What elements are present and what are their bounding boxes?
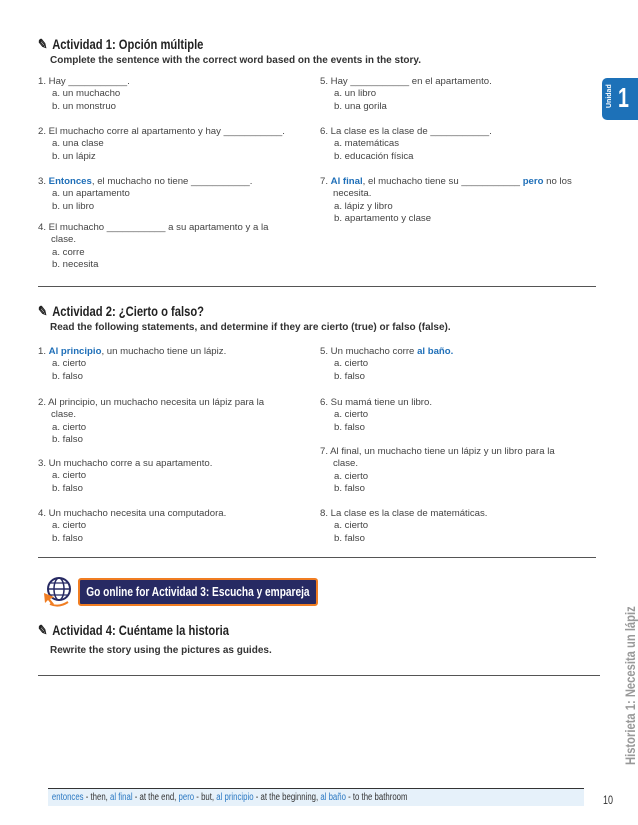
answer-option[interactable]: a. un muchacho (52, 88, 121, 100)
question-segment: 3. (38, 176, 49, 187)
question-segment: 1. (38, 346, 49, 357)
activity3-banner-label: Go online for Actividad 3: Escucha y empareja (86, 584, 310, 599)
question-segment: clase. (333, 458, 359, 470)
glossary-definition: - then, (83, 792, 111, 803)
answer-option[interactable]: b. educación física (334, 150, 414, 162)
highlighted-term: Al final (330, 176, 363, 187)
pencil-icon: ✎ (38, 303, 48, 319)
unit-number: 1 (618, 82, 629, 113)
answer-option[interactable]: b. un lápiz (52, 150, 96, 162)
activity4-title (38, 622, 229, 639)
question-item (320, 346, 453, 383)
question-item (38, 346, 226, 383)
question-segment: 4. Un muchacho necesita una computadora. (38, 508, 227, 519)
activity3-online-banner[interactable] (78, 578, 318, 606)
question-text (320, 346, 453, 358)
question-text (320, 76, 492, 88)
question-segment: 7. Al final, un muchacho tiene un lápiz y un libro para la (320, 446, 555, 457)
question-text (38, 176, 252, 188)
glossary-term: pero (178, 792, 195, 803)
question-item (38, 222, 268, 272)
question-text (38, 409, 264, 421)
question-segment: 6. La clase es la clase de ___________. (320, 126, 492, 137)
answer-option[interactable]: b. falso (334, 532, 365, 544)
question-item (320, 176, 572, 226)
question-item (320, 76, 492, 113)
answer-option[interactable]: b. falso (334, 370, 365, 382)
activity2-title (38, 303, 204, 320)
activity2-title-text: Actividad 2: ¿Cierto o falso? (52, 303, 205, 319)
answer-option[interactable]: a. una clase (52, 138, 104, 150)
question-text (320, 176, 572, 188)
answer-option[interactable]: a. cierto (334, 409, 369, 421)
question-item (38, 126, 285, 163)
answer-option[interactable]: b. falso (52, 434, 83, 446)
question-text (320, 188, 572, 200)
question-segment: 4. El muchacho ___________ a su apartamento y a la (38, 222, 269, 233)
pencil-icon: ✎ (38, 622, 48, 638)
globe-cursor-icon[interactable] (40, 573, 74, 607)
question-segment: necesita. (333, 188, 372, 200)
question-segment: 6. Su mamá tiene un libro. (320, 397, 432, 408)
question-segment: no los (543, 176, 572, 187)
question-segment: clase. (51, 234, 77, 246)
question-item (320, 126, 492, 163)
answer-option[interactable]: a. matemáticas (334, 138, 400, 150)
question-item (38, 176, 252, 213)
answer-option[interactable]: b. falso (334, 483, 365, 495)
answer-option[interactable]: a. un libro (334, 88, 377, 100)
question-text (38, 126, 285, 138)
question-text (38, 76, 130, 88)
question-text (320, 458, 555, 470)
answer-option[interactable]: b. falso (52, 532, 83, 544)
divider (38, 286, 596, 287)
question-segment: 2. El muchacho corre al apartamento y hay ___________. (38, 126, 285, 137)
answer-option[interactable]: b. apartamento y clase (334, 213, 432, 225)
answer-option[interactable]: b. una gorila (334, 100, 387, 112)
activity1-title (38, 36, 203, 53)
question-segment: 5. Un muchacho corre (320, 346, 418, 357)
answer-option[interactable]: a. cierto (52, 470, 87, 482)
question-item (320, 508, 487, 545)
activity2-instruction: Read the following statements, and determine if they are cierto (true) or falso (false). (50, 322, 451, 333)
question-text (320, 446, 555, 458)
glossary-definition: - at the beginning, (253, 792, 321, 803)
glossary-definition: - to the bathroom (345, 792, 408, 803)
answer-option[interactable]: a. cierto (334, 520, 369, 532)
answer-option[interactable]: b. un monstruo (52, 100, 116, 112)
answer-option[interactable]: a. corre (52, 246, 85, 258)
glossary-term: al principio (216, 792, 254, 803)
question-text (38, 234, 268, 246)
side-title-text: Historieta 1: Necesita un lápiz (622, 606, 638, 765)
question-segment: clase. (51, 409, 77, 421)
unit-label: Unidad (606, 84, 613, 108)
glossary-term: al final (110, 792, 133, 803)
glossary-bar (48, 788, 584, 806)
page-number: 10 (603, 793, 614, 807)
question-text (38, 222, 268, 234)
question-item (320, 446, 555, 496)
writing-line[interactable] (38, 675, 600, 676)
answer-option[interactable]: b. falso (52, 482, 83, 494)
question-text (38, 508, 226, 520)
pencil-icon: ✎ (38, 36, 48, 52)
divider (38, 557, 596, 558)
question-segment: , un muchacho tiene un lápiz. (101, 346, 227, 357)
answer-option[interactable]: b. necesita (52, 259, 99, 271)
answer-option[interactable]: b. falso (334, 421, 365, 433)
question-segment: 2. Al principio, un muchacho necesita un lápiz para la (38, 397, 265, 408)
side-title (622, 567, 638, 765)
answer-option[interactable]: a. cierto (334, 470, 369, 482)
question-segment: , el muchacho no tiene ___________. (91, 176, 253, 187)
question-segment: 3. Un muchacho corre a su apartamento. (38, 458, 213, 469)
glossary-definition: - but, (194, 792, 217, 803)
glossary-definition: - at the end, (132, 792, 179, 803)
question-segment: 5. Hay ___________ en el apartamento. (320, 76, 492, 87)
question-segment: 7. (320, 176, 331, 187)
activity4-instruction: Rewrite the story using the pictures as guides. (50, 645, 272, 656)
unit-tab (602, 78, 638, 120)
question-segment: 1. Hay ___________. (38, 76, 130, 87)
question-text (38, 458, 212, 470)
question-segment: , el muchacho tiene su ___________ (362, 176, 523, 187)
highlighted-term: al baño. (417, 346, 454, 357)
highlighted-term: Al principio (48, 346, 102, 357)
question-text (320, 397, 432, 409)
highlighted-term: pero (522, 176, 544, 187)
question-text (38, 346, 226, 358)
glossary-term: al baño (320, 792, 346, 803)
question-item (320, 397, 432, 434)
answer-option[interactable]: b. un libro (52, 200, 95, 212)
question-item (38, 458, 212, 495)
question-text (38, 397, 264, 409)
question-item (38, 508, 226, 545)
question-text (320, 126, 492, 138)
glossary-term: entonces (51, 792, 84, 803)
question-segment: 8. La clase es la clase de matemáticas. (320, 508, 488, 519)
question-item (38, 76, 130, 113)
activity1-instruction: Complete the sentence with the correct word based on the events in the story. (50, 55, 422, 66)
answer-option[interactable]: a. cierto (334, 358, 369, 370)
answer-option[interactable]: a. un apartamento (52, 188, 130, 200)
question-item (38, 397, 264, 447)
answer-option[interactable]: b. falso (52, 370, 83, 382)
answer-option[interactable]: a. cierto (52, 358, 87, 370)
question-text (320, 508, 487, 520)
activity4-title-text: Actividad 4: Cuéntame la historia (52, 622, 229, 638)
highlighted-term: Entonces (48, 176, 92, 187)
activity1-title-text: Actividad 1: Opción múltiple (52, 36, 204, 52)
answer-option[interactable]: a. cierto (52, 421, 87, 433)
answer-option[interactable]: a. cierto (52, 520, 87, 532)
answer-option[interactable]: a. lápiz y libro (334, 200, 393, 212)
